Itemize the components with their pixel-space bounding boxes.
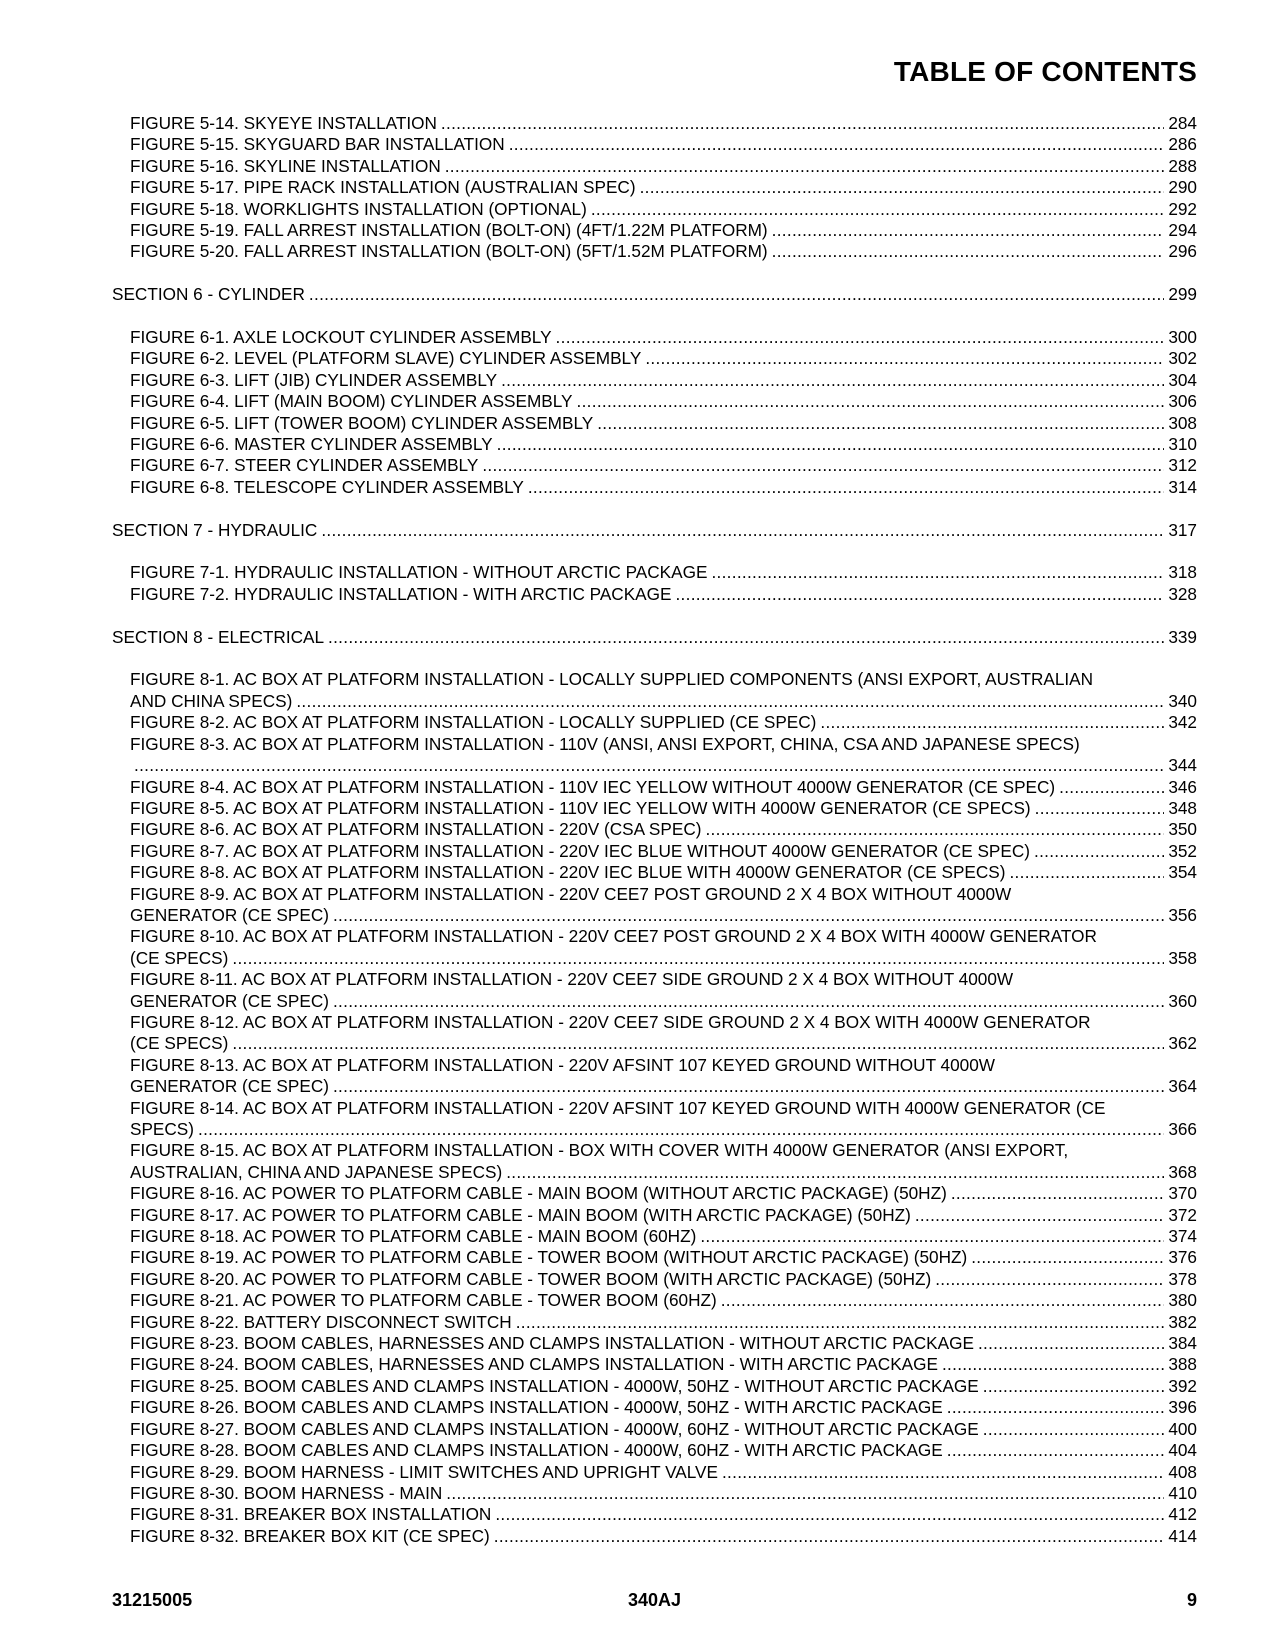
toc-entry-title: FIGURE 8-22. BATTERY DISCONNECT SWITCH	[130, 1311, 512, 1332]
toc-entry-figure[interactable]	[112, 1226, 1197, 1247]
dot-leader	[577, 391, 1165, 412]
toc-entry-figure[interactable]	[112, 156, 1197, 177]
toc-entry-page-number: 302	[1168, 348, 1197, 369]
toc-entry-page-number: 308	[1168, 412, 1197, 433]
toc-entry-figure[interactable]	[112, 1269, 1197, 1290]
toc-entry-title: FIGURE 5-15. SKYGUARD BAR INSTALLATION	[130, 134, 505, 155]
toc-entry-title: FIGURE 6-4. LIFT (MAIN BOOM) CYLINDER ASSEMBLY	[130, 391, 573, 412]
dot-leader	[705, 819, 1164, 840]
toc-entry-figure[interactable]	[112, 241, 1197, 262]
toc-entry-figure[interactable]	[112, 777, 1197, 798]
toc-entry-page-number: 344	[1168, 755, 1197, 776]
dot-leader	[700, 1226, 1164, 1247]
toc-entry-title-line1: FIGURE 8-9. AC BOX AT PLATFORM INSTALLATION - 220V CEE7 POST GROUND 2 X 4 BOX WITHOUT 4000W	[130, 883, 1012, 904]
toc-spacer	[112, 263, 1197, 284]
dot-leader	[333, 991, 1164, 1012]
dot-leader	[528, 477, 1164, 498]
toc-entry-title: FIGURE 8-4. AC BOX AT PLATFORM INSTALLATION - 110V IEC YELLOW WITHOUT 4000W GENERATOR (CE SPEC)	[130, 776, 1056, 797]
toc-entry-section[interactable]	[112, 627, 1197, 648]
toc-entry-title: FIGURE 5-16. SKYLINE INSTALLATION	[130, 155, 441, 176]
toc-entry-figure[interactable]	[112, 862, 1197, 883]
toc-entry-figure[interactable]	[112, 841, 1197, 862]
toc-entry-page-number: 408	[1168, 1461, 1197, 1482]
toc-entry-title-line1: FIGURE 8-11. AC BOX AT PLATFORM INSTALLATION - 220V CEE7 SIDE GROUND 2 X 4 BOX WITHOUT 4000W	[130, 969, 1014, 990]
dot-leader	[1009, 862, 1164, 883]
toc-entry-page-number: 356	[1168, 904, 1197, 925]
toc-entry-figure[interactable]	[112, 113, 1197, 134]
toc-entry-figure[interactable]	[112, 477, 1197, 498]
toc-entry-page-number: 378	[1168, 1268, 1197, 1289]
toc-entry-page-number: 382	[1168, 1311, 1197, 1332]
toc-entry-figure[interactable]	[112, 1397, 1197, 1418]
toc-entry-page-number: 348	[1168, 797, 1197, 818]
dot-leader	[983, 1376, 1165, 1397]
toc-entry-title-line2: GENERATOR (CE SPEC)	[130, 1076, 329, 1097]
toc-entry-figure[interactable]	[112, 1140, 1197, 1183]
toc-entry-page-number: 412	[1168, 1504, 1197, 1525]
dot-leader	[328, 627, 1164, 648]
toc-entry-page-number: 368	[1168, 1161, 1197, 1182]
toc-entry-figure[interactable]	[112, 220, 1197, 241]
dot-leader	[495, 1504, 1164, 1525]
toc-entry-title: FIGURE 8-32. BREAKER BOX KIT (CE SPEC)	[130, 1525, 490, 1546]
toc-entry-continuation	[130, 1119, 1197, 1140]
toc-entry-title: FIGURE 6-6. MASTER CYLINDER ASSEMBLY	[130, 434, 493, 455]
toc-entry-continuation	[130, 1076, 1197, 1097]
toc-entry-page-number: 312	[1168, 455, 1197, 476]
toc-entry-title: FIGURE 8-2. AC BOX AT PLATFORM INSTALLATION - LOCALLY SUPPLIED (CE SPEC)	[130, 712, 817, 733]
toc-entry-continuation	[130, 1162, 1197, 1183]
toc-entry-figure[interactable]	[112, 1440, 1197, 1461]
dot-leader	[951, 1183, 1164, 1204]
toc-entry-page-number: 310	[1168, 434, 1197, 455]
toc-entry-page-number: 374	[1168, 1226, 1197, 1247]
toc-entry-figure[interactable]	[112, 1205, 1197, 1226]
toc-entry-title: FIGURE 6-5. LIFT (TOWER BOOM) CYLINDER ASSEMBLY	[130, 412, 594, 433]
toc-entry-page-number: 366	[1168, 1119, 1197, 1139]
toc-entry-title: FIGURE 8-27. BOOM CABLES AND CLAMPS INSTALLATION - 4000W, 60HZ - WITHOUT ARCTIC PACKAGE	[130, 1418, 979, 1439]
dot-leader	[978, 1333, 1164, 1354]
toc-entry-title-line1: FIGURE 8-12. AC BOX AT PLATFORM INSTALLATION - 220V CEE7 SIDE GROUND 2 X 4 BOX WITH 4000W GENERATOR	[130, 1011, 1091, 1032]
dot-leader	[915, 1205, 1164, 1226]
toc-spacer	[112, 541, 1197, 562]
toc-entry-page-number: 410	[1168, 1482, 1197, 1503]
toc-entry-continuation	[130, 948, 1197, 969]
toc-entry-title-line1: FIGURE 8-15. AC BOX AT PLATFORM INSTALLATION - BOX WITH COVER WITH 4000W GENERATOR (ANSI EXPORT,	[130, 1140, 1069, 1161]
toc-entry-figure[interactable]	[112, 819, 1197, 840]
toc-entry-figure[interactable]	[112, 969, 1197, 1012]
footer-document-number: 31215005	[112, 1590, 193, 1610]
toc-entry-figure[interactable]	[112, 669, 1197, 712]
dot-leader	[446, 1483, 1164, 1504]
toc-entry-page-number: 354	[1168, 862, 1197, 883]
toc-entry-figure[interactable]	[112, 1333, 1197, 1354]
toc-entry-title: FIGURE 8-8. AC BOX AT PLATFORM INSTALLATION - 220V IEC BLUE WITH 4000W GENERATOR (CE SPECS)	[130, 862, 1006, 883]
dot-leader	[445, 156, 1165, 177]
toc-entry-figure[interactable]	[112, 584, 1197, 605]
page-footer	[112, 1590, 1197, 1612]
toc-entry-page-number: 290	[1168, 177, 1197, 198]
toc-entry-title-line1: FIGURE 8-1. AC BOX AT PLATFORM INSTALLATION - LOCALLY SUPPLIED COMPONENTS (ANSI EXPORT, AUSTRALIAN	[130, 669, 1094, 690]
toc-entry-figure[interactable]	[112, 1504, 1197, 1525]
toc-entry-page-number: 306	[1168, 391, 1197, 412]
toc-entry-page-number: 288	[1168, 155, 1197, 176]
dot-leader	[232, 1033, 1164, 1054]
toc-entry-continuation	[130, 991, 1197, 1012]
dot-leader	[947, 1397, 1165, 1418]
toc-entry-page-number: 370	[1168, 1183, 1197, 1204]
toc-entry-figure[interactable]	[112, 1247, 1197, 1268]
toc-entry-figure[interactable]	[112, 455, 1197, 476]
toc-entry-title: FIGURE 8-23. BOOM CABLES, HARNESSES AND CLAMPS INSTALLATION - WITHOUT ARCTIC PACKAGE	[130, 1333, 974, 1354]
toc-entry-title: SECTION 7 - HYDRAULIC	[112, 519, 318, 540]
toc-entry-title-line2: GENERATOR (CE SPEC)	[130, 904, 329, 925]
dot-leader	[772, 241, 1165, 262]
dot-leader	[497, 434, 1165, 455]
toc-entry-title: FIGURE 6-7. STEER CYLINDER ASSEMBLY	[130, 455, 479, 476]
toc-entry-figure[interactable]	[112, 1526, 1197, 1547]
toc-entry-title: FIGURE 8-25. BOOM CABLES AND CLAMPS INSTALLATION - 4000W, 50HZ - WITHOUT ARCTIC PACKAGE	[130, 1375, 979, 1396]
toc-entry-figure[interactable]	[112, 413, 1197, 434]
toc-entry-title: FIGURE 8-5. AC BOX AT PLATFORM INSTALLATION - 110V IEC YELLOW WITH 4000W GENERATOR (CE SPECS)	[130, 797, 1031, 818]
toc-entry-title: FIGURE 6-3. LIFT (JIB) CYLINDER ASSEMBLY	[130, 369, 498, 390]
toc-entry-figure[interactable]	[112, 434, 1197, 455]
toc-spacer	[112, 306, 1197, 327]
toc-entry-page-number: 314	[1168, 476, 1197, 497]
toc-entry-figure[interactable]	[112, 798, 1197, 819]
toc-entry-page-number: 300	[1168, 327, 1197, 348]
toc-spacer	[112, 648, 1197, 669]
toc-entry-title: FIGURE 8-21. AC POWER TO PLATFORM CABLE - TOWER BOOM (60HZ)	[130, 1290, 717, 1311]
dot-leader	[482, 455, 1164, 476]
toc-entry-title: FIGURE 6-2. LEVEL (PLATFORM SLAVE) CYLINDER ASSEMBLY	[130, 348, 642, 369]
toc-entry-page-number: 286	[1168, 134, 1197, 155]
toc-entry-title: FIGURE 8-29. BOOM HARNESS - LIMIT SWITCHES AND UPRIGHT VALVE	[130, 1461, 718, 1482]
dot-leader	[333, 1076, 1164, 1097]
toc-entry-figure[interactable]	[112, 734, 1197, 777]
toc-entry-figure[interactable]	[112, 884, 1197, 927]
toc-entry-figure[interactable]	[112, 1376, 1197, 1397]
dot-leader	[820, 712, 1164, 733]
toc-entry-figure[interactable]	[112, 562, 1197, 583]
toc-entry-title: FIGURE 5-18. WORKLIGHTS INSTALLATION (OPTIONAL)	[130, 198, 587, 219]
toc-entry-page-number: 294	[1168, 220, 1197, 241]
dot-leader	[509, 134, 1165, 155]
dot-leader	[942, 1354, 1164, 1375]
toc-entry-page-number: 380	[1168, 1290, 1197, 1311]
toc-entry-title: FIGURE 5-17. PIPE RACK INSTALLATION (AUSTRALIAN SPEC)	[130, 177, 636, 198]
toc-entry-title: SECTION 8 - ELECTRICAL	[112, 626, 325, 647]
toc-entry-figure[interactable]	[112, 712, 1197, 733]
footer-page-number: 9	[1186, 1590, 1197, 1610]
toc-entry-title: FIGURE 7-2. HYDRAULIC INSTALLATION - WITH ARCTIC PACKAGE	[130, 583, 672, 604]
toc-entry-section[interactable]	[112, 520, 1197, 541]
toc-entry-page-number: 292	[1168, 198, 1197, 219]
toc-entry-page-number: 299	[1168, 284, 1197, 305]
dot-leader	[333, 905, 1164, 926]
toc-entry-figure[interactable]	[112, 1183, 1197, 1204]
dot-leader	[198, 1119, 1164, 1140]
toc-entry-page-number: 317	[1168, 519, 1197, 540]
toc-entry-figure[interactable]	[112, 199, 1197, 220]
dot-leader	[506, 1162, 1164, 1183]
toc-entry-title: FIGURE 8-20. AC POWER TO PLATFORM CABLE - TOWER BOOM (WITH ARCTIC PACKAGE) (50HZ)	[130, 1268, 932, 1289]
toc-entry-page-number: 346	[1168, 776, 1197, 797]
toc-entry-figure[interactable]	[112, 1462, 1197, 1483]
toc-entry-page-number: 328	[1168, 583, 1197, 604]
dot-leader	[309, 284, 1164, 305]
toc-entry-page-number: 396	[1168, 1397, 1197, 1418]
toc-entry-title-line2: GENERATOR (CE SPEC)	[130, 990, 329, 1011]
toc-entry-page-number: 352	[1168, 840, 1197, 861]
toc-entry-title: FIGURE 8-24. BOOM CABLES, HARNESSES AND CLAMPS INSTALLATION - WITH ARCTIC PACKAGE	[130, 1354, 938, 1375]
toc-entry-title-line2: AUSTRALIAN, CHINA AND JAPANESE SPECS)	[130, 1161, 503, 1182]
toc-entry-title: FIGURE 8-7. AC BOX AT PLATFORM INSTALLATION - 220V IEC BLUE WITHOUT 4000W GENERATOR (CE SPEC)	[130, 840, 1030, 861]
toc-entry-title: FIGURE 7-1. HYDRAULIC INSTALLATION - WITHOUT ARCTIC PACKAGE	[130, 562, 708, 583]
toc-entry-page-number: 350	[1168, 819, 1197, 840]
toc-entry-figure[interactable]	[112, 1098, 1197, 1141]
dot-leader	[971, 1247, 1164, 1268]
toc-entry-page-number: 340	[1168, 690, 1197, 711]
toc-entry-figure[interactable]	[112, 370, 1197, 391]
dot-leader	[441, 113, 1164, 134]
toc-entry-page-number: 304	[1168, 369, 1197, 390]
toc-entry-figure[interactable]	[112, 1483, 1197, 1504]
dot-leader	[556, 327, 1165, 348]
dot-leader	[675, 584, 1164, 605]
toc-entry-figure[interactable]	[112, 327, 1197, 348]
toc-entry-page-number: 339	[1168, 626, 1197, 647]
toc-entry-title-line2: AND CHINA SPECS)	[130, 690, 293, 711]
page-title: TABLE OF CONTENTS	[893, 56, 1197, 87]
toc-entry-page-number: 404	[1168, 1440, 1197, 1461]
dot-leader	[1035, 798, 1165, 819]
toc-entry-figure[interactable]	[112, 1290, 1197, 1311]
dot-leader	[134, 755, 1164, 776]
toc-spacer	[112, 605, 1197, 626]
toc-entry-title: FIGURE 8-31. BREAKER BOX INSTALLATION	[130, 1504, 492, 1525]
toc-entry-title-line1: FIGURE 8-13. AC BOX AT PLATFORM INSTALLATION - 220V AFSINT 107 KEYED GROUND WITHOUT 4000W	[130, 1054, 995, 1075]
toc-entry-figure[interactable]	[112, 1419, 1197, 1440]
toc-entry-title: FIGURE 8-19. AC POWER TO PLATFORM CABLE - TOWER BOOM (WITHOUT ARCTIC PACKAGE) (50HZ)	[130, 1247, 968, 1268]
toc-entry-page-number: 372	[1168, 1204, 1197, 1225]
toc-entry-title-line2: (CE SPECS)	[130, 1033, 229, 1054]
toc-entry-title: FIGURE 6-8. TELESCOPE CYLINDER ASSEMBLY	[130, 476, 524, 497]
table-of-contents-list	[112, 113, 1197, 1547]
toc-entry-title: FIGURE 8-28. BOOM CABLES AND CLAMPS INSTALLATION - 4000W, 60HZ - WITH ARCTIC PACKAGE	[130, 1440, 943, 1461]
dot-leader	[640, 177, 1165, 198]
toc-entry-page-number: 364	[1168, 1076, 1197, 1097]
toc-entry-title-line1: FIGURE 8-10. AC BOX AT PLATFORM INSTALLATION - 220V CEE7 POST GROUND 2 X 4 BOX WITH 4000W GENERATOR	[130, 926, 1097, 947]
dot-leader	[947, 1440, 1165, 1461]
toc-entry-title-line2: (CE SPECS)	[130, 947, 229, 968]
toc-entry-continuation	[130, 755, 1197, 776]
toc-entry-page-number: 358	[1168, 947, 1197, 968]
dot-leader	[711, 562, 1164, 583]
toc-entry-page-number: 296	[1168, 241, 1197, 262]
toc-entry-title: FIGURE 8-16. AC POWER TO PLATFORM CABLE - MAIN BOOM (WITHOUT ARCTIC PACKAGE) (50HZ)	[130, 1183, 947, 1204]
toc-entry-title-line1: FIGURE 8-14. AC BOX AT PLATFORM INSTALLATION - 220V AFSINT 107 KEYED GROUND WITH 4000W GENERATOR (CE	[130, 1097, 1106, 1118]
dot-leader	[494, 1526, 1165, 1547]
toc-entry-title: FIGURE 6-1. AXLE LOCKOUT CYLINDER ASSEMBLY	[130, 327, 552, 348]
toc-entry-continuation	[130, 1033, 1197, 1054]
dot-leader	[501, 370, 1164, 391]
toc-entry-title: FIGURE 8-18. AC POWER TO PLATFORM CABLE - MAIN BOOM (60HZ)	[130, 1226, 697, 1247]
toc-entry-figure[interactable]	[112, 134, 1197, 155]
toc-entry-page-number: 362	[1168, 1033, 1197, 1054]
toc-entry-title: FIGURE 8-17. AC POWER TO PLATFORM CABLE - MAIN BOOM (WITH ARCTIC PACKAGE) (50HZ)	[130, 1204, 911, 1225]
dot-leader	[321, 520, 1164, 541]
toc-entry-section[interactable]	[112, 284, 1197, 305]
dot-leader	[722, 1462, 1164, 1483]
toc-entry-page-number: 392	[1168, 1375, 1197, 1396]
toc-entry-page-number: 342	[1168, 712, 1197, 733]
toc-entry-page-number: 318	[1168, 562, 1197, 583]
dot-leader	[591, 199, 1165, 220]
toc-entry-title: FIGURE 5-20. FALL ARREST INSTALLATION (BOLT-ON) (5FT/1.52M PLATFORM)	[130, 241, 768, 262]
dot-leader	[983, 1419, 1165, 1440]
toc-entry-page-number: 388	[1168, 1354, 1197, 1375]
toc-entry-page-number: 376	[1168, 1247, 1197, 1268]
dot-leader	[296, 691, 1164, 712]
footer-model: 340AJ	[627, 1590, 682, 1610]
toc-entry-figure[interactable]	[112, 1055, 1197, 1098]
toc-entry-figure[interactable]	[112, 1354, 1197, 1375]
toc-entry-figure[interactable]	[112, 1012, 1197, 1055]
dot-leader	[772, 220, 1165, 241]
toc-entry-title: FIGURE 5-19. FALL ARREST INSTALLATION (BOLT-ON) (4FT/1.22M PLATFORM)	[130, 220, 768, 241]
toc-entry-page-number: 400	[1168, 1418, 1197, 1439]
toc-entry-title-line1: FIGURE 8-3. AC BOX AT PLATFORM INSTALLATION - 110V (ANSI, ANSI EXPORT, CHINA, CSA AND JAPANESE SPECS)	[130, 733, 1080, 754]
toc-spacer	[112, 498, 1197, 519]
toc-entry-page-number: 360	[1168, 990, 1197, 1011]
toc-entry-figure[interactable]	[112, 177, 1197, 198]
toc-entry-title: FIGURE 5-14. SKYEYE INSTALLATION	[130, 113, 437, 133]
toc-entry-page-number: 284	[1168, 113, 1197, 133]
toc-entry-title: SECTION 6 - CYLINDER	[112, 284, 305, 305]
dot-leader	[935, 1269, 1164, 1290]
toc-entry-title: FIGURE 8-6. AC BOX AT PLATFORM INSTALLATION - 220V (CSA SPEC)	[130, 819, 702, 840]
toc-entry-figure[interactable]	[112, 348, 1197, 369]
toc-entry-title: FIGURE 8-30. BOOM HARNESS - MAIN	[130, 1482, 443, 1503]
toc-entry-continuation	[130, 691, 1197, 712]
toc-entry-title-line2: SPECS)	[130, 1119, 194, 1139]
dot-leader	[232, 948, 1164, 969]
dot-leader	[721, 1290, 1165, 1311]
dot-leader	[645, 348, 1164, 369]
dot-leader	[1059, 777, 1164, 798]
dot-leader	[1034, 841, 1164, 862]
toc-entry-continuation	[130, 905, 1197, 926]
toc-entry-figure[interactable]	[112, 926, 1197, 969]
dot-leader	[597, 413, 1164, 434]
toc-entry-figure[interactable]	[112, 1312, 1197, 1333]
toc-entry-page-number: 384	[1168, 1333, 1197, 1354]
toc-entry-page-number: 414	[1168, 1525, 1197, 1546]
toc-entry-title: FIGURE 8-26. BOOM CABLES AND CLAMPS INSTALLATION - 4000W, 50HZ - WITH ARCTIC PACKAGE	[130, 1397, 943, 1418]
dot-leader	[516, 1312, 1165, 1333]
toc-entry-figure[interactable]	[112, 391, 1197, 412]
